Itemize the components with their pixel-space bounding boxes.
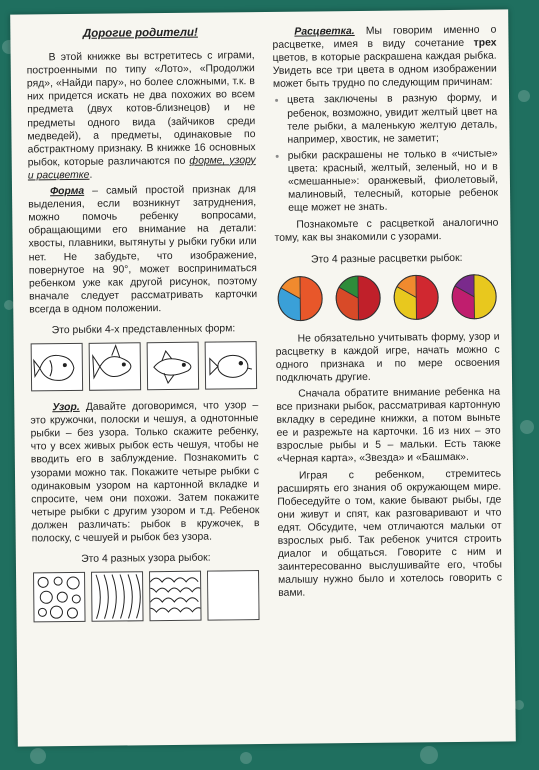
combine-paragraph: Не обязательно учитывать форму, узор и расцветку в каждой игре, начать можно с одного признака и по мере освоения подключать другие.: [275, 331, 500, 384]
color-circles-row: [275, 272, 499, 322]
list-item: • рыбки раскрашены не только в «чистые» цвета: красный, желтый, зеленый, но и в «смешанные»: оранжевый, фиолетовый, малиновый, телесный, которые ребенок еще может не знать.: [288, 147, 499, 215]
fish-forms-row: [30, 341, 258, 391]
color-circle-2: [334, 273, 383, 322]
patterns-caption: Это 4 разных узора рыбок:: [81, 552, 211, 566]
intro-paragraph: В этой книжке вы встретитесь с играми, построенными по типу «Лото», «Продолжи ряд», «Найди пару», но более сложными, т.к. в них придется искать не два похожих во всем предмета (двух котов-близнецов) и не предметы одного вида (зайчиков среди медведей), а предметы, одинаковые по абстрактному признаку. В книжке 16 основных рыбок, которые различаются по форме, узору и расцветке.: [26, 50, 256, 182]
colors-caption: Это 4 разные расцветки рыбок:: [310, 252, 463, 265]
fish-form-4: [205, 341, 257, 390]
fish-form-1: [31, 343, 83, 392]
list-item: • цвета заключены в разную форму, и ребенок, возможно, увидит желтый цвет на теле рыбки, а маленькую желтую деталь, например, хвостик, не заметит;: [287, 92, 498, 147]
color-sector: [300, 276, 322, 320]
left-column: [26, 20, 260, 633]
color-paragraph: Расцветка. Мы говорим именно о расцветке, имея в виду сочетание трех цветов, в которые раскрашена каждая рыбка. Увидеть все три цвета в одном изображении может быть трудно по следующим причинам:: [272, 24, 497, 91]
pattern-circles: [33, 572, 86, 623]
page-title: Дорогие родители!: [82, 26, 198, 40]
pattern-stripes: [91, 571, 144, 622]
color-circle-3: [392, 273, 441, 322]
pattern-plain: [207, 570, 260, 621]
color-circle-1: [276, 274, 325, 323]
color-intro-paragraph: Познакомьте с расцветкой аналогично тому, как вы знакомили с узорами.: [274, 217, 499, 245]
play-paragraph: Играя с ребенком, стремитесь расширять его знания об окружающем мире. Побеседуйте о том, какие бывают рыбы, где они живут и спят, как разговаривают и что едят. Обсудите, чем отличаются мальки от взрослых рыб. Так ребенок учится строить диалог и общаться. Говорите с ним и заинтересованно выслушивайте его, чтобы малышу нужно было и хотелось говорить с вами.: [277, 468, 503, 600]
pattern-paragraph: Узор. Давайте договоримся, что узор – это кружочки, полоски и чешуя, а однотонные рыбки – без узора. Только скажите ребенку, что у всех живых рыбок есть чешуя, чтобы не вводить его в заблуждение. Познакомить с узорами можно так. Покажите четыре рыбки с одинаковым узором на картонной вкладке и спросите, чем они похожи. Затем покажите четыре рыбки с другим узором и т.д. Ребенок должен различать: рыбок в кружочек, в полоску, с чешуей и рыбок без узора.: [30, 400, 260, 545]
cards-paragraph: Сначала обратите внимание ребенка на все признаки рыбок, рассматривая картонную вкладку в середине книжки, а потом выньте ее и разрежьте на карточки. 16 из них – это взрослые рыбы и 5 – мальки. Есть также «Черная карта», «Звезда» и «Башмак».: [276, 386, 501, 466]
patterns-row: [32, 570, 261, 622]
form-paragraph: Форма – самый простой признак для выделения, если возникнут затруднения, можно помочь ребенку вопросами, обращающими его внимание на детали: хвосты, плавники, вытянуты у рыбки губки или нет. Не забудьте, что изображение, повернутое на 90°, может восприниматься ребенком уже как другой рисунок, поэтому вначале следует рассматривать карточки всегда в одном положении.: [28, 184, 258, 316]
color-sector: [358, 275, 380, 319]
forms-caption: Это рыбки 4-х представленных форм:: [51, 323, 236, 337]
color-sector: [474, 274, 496, 318]
color-sector: [416, 275, 438, 319]
book-page: [10, 9, 516, 746]
fish-form-3: [147, 342, 199, 391]
right-column: [272, 18, 502, 604]
pattern-scales: [149, 571, 202, 622]
color-circle-4: [450, 272, 499, 321]
reasons-list: [273, 92, 498, 215]
fish-form-2: [89, 342, 141, 391]
